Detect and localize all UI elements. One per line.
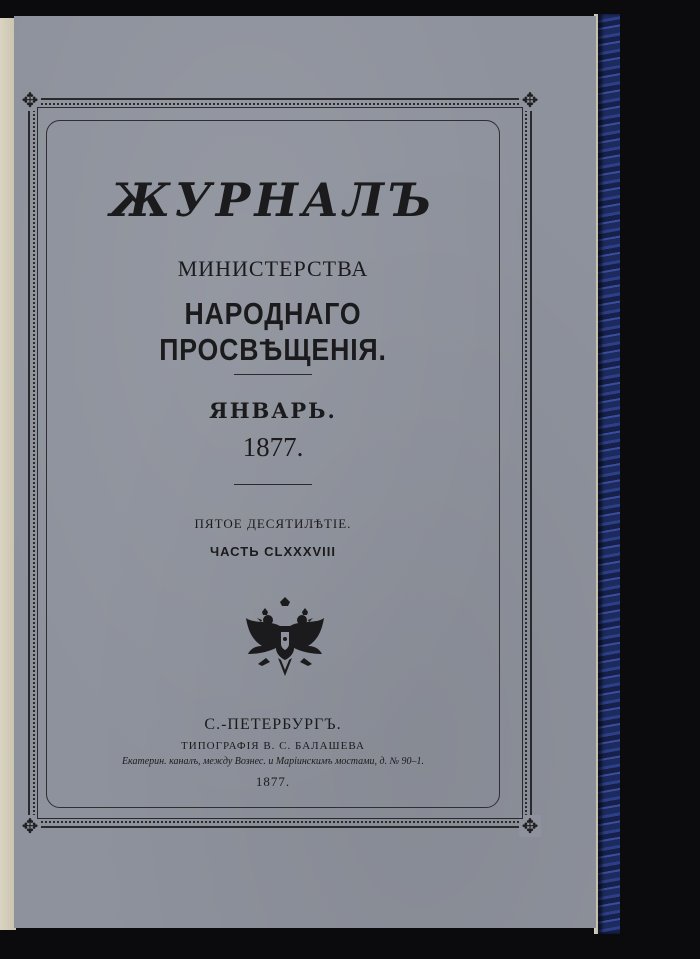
cover-content [46,120,500,808]
corner-ornament-icon: ✥ [19,815,41,837]
issue-part: ЧАСТЬ CLXXXVIII [209,544,336,559]
imprint-year: 1877. [255,774,291,789]
divider-rule [234,484,312,485]
imprint-address: Екатерин. каналъ, между Вознес. и Маріинскимъ мостами, д. № 90–1. [121,756,425,767]
cover-page [14,16,596,928]
journal-title: ЖУРНАЛЪ [110,173,436,227]
issue-decade: ПЯТОЕ ДЕСЯТИЛѢТІЕ. [194,516,352,531]
issue-month: ЯНВАРЬ. [209,398,337,423]
journal-subtitle-line2: НАРОДНАГО ПРОСВѢЩЕНІЯ. [159,296,387,367]
corner-ornament-icon: ✥ [519,89,541,111]
imprint-city: С.-ПЕТЕРБУРГЪ. [204,716,342,733]
corner-ornament-icon: ✥ [519,815,541,837]
imprint-press: ТИПОГРАФІЯ В. С. БАЛАШЕВА [181,740,365,752]
double-headed-eagle-icon [240,596,330,686]
corner-ornament-icon: ✥ [19,89,41,111]
divider-rule [234,374,312,375]
issue-year: 1877. [242,432,304,462]
journal-subtitle-line1: МИНИСТЕРСТВА [177,256,369,281]
book-spine [598,14,620,934]
